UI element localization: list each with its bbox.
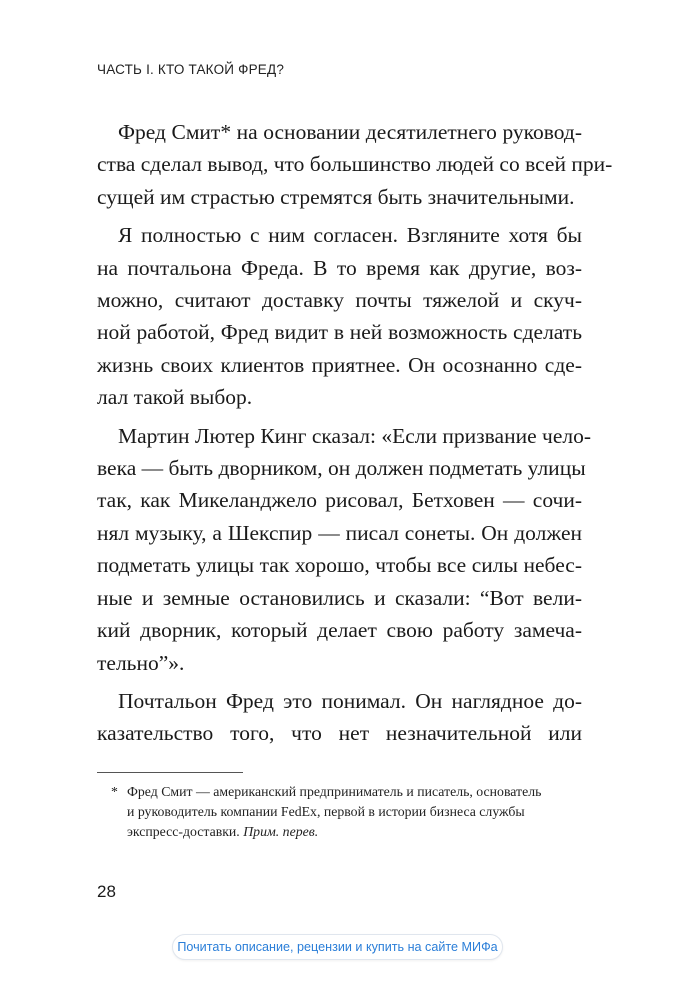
text-line: тельно”». [97,650,185,675]
translator-note: Прим. перев. [243,824,319,839]
text-line: кий дворник, который делает свою работу замеча- [97,618,582,643]
text-line: лал такой выбор. [97,385,253,410]
paragraph-2 [97,219,582,413]
footnote [97,782,586,842]
footnote-divider [97,772,243,773]
text-line: жизнь своих клиентов приятнее. Он осознанно сде- [97,352,582,377]
main-text [97,116,613,756]
page-number: 28 [97,882,116,901]
footnote-marker: * [111,784,118,799]
footnote-line: и руководитель компании FedEx, первой в истории бизнеса службы [127,804,525,819]
text-line: Я полностью с ним согласен. Взгляните хотя бы [118,223,582,248]
footnote-line [127,822,586,842]
footnote-body [127,782,586,842]
paragraph-1 [97,116,613,213]
text-line: на почтальона Фреда. В то время как другие, воз- [97,255,582,280]
text-line: так, как Микеланджело рисовал, Бетховен — сочи- [97,488,582,513]
paragraph-4 [97,685,582,750]
text-line: Почтальон Фред это понимал. Он наглядное до- [118,688,582,713]
paragraph-3 [97,420,592,679]
text-line: сущей им страстью стремятся быть значительными. [97,184,575,209]
text-line: Мартин Лютер Кинг сказал: «Если призвание чело- [118,423,592,448]
text-line: нял музыку, а Шекспир — писал сонеты. Он должен [97,520,582,545]
buy-on-mif-link[interactable]: Почитать описание, рецензии и купить на сайте МИФа [172,934,503,960]
running-header: ЧАСТЬ I. КТО ТАКОЙ ФРЕД? [97,62,285,77]
footnote-line: Фред Смит — американский предприниматель и писатель, основатель [127,784,542,799]
text-line: казательство того, что нет незначительной или [97,721,582,746]
text-line: ной работой, Фред видит в ней возможность сделать [97,320,582,345]
text-line: Фред Смит* на основании десятилетнего руковод- [118,120,582,144]
text-line: века — быть дворником, он должен подметать улицы [97,456,586,481]
text-line: подметать улицы так хорошо, чтобы все силы небес- [97,553,582,578]
footnote-last-text: экспресс-доставки. [127,824,244,839]
text-line: ные и земные остановились и сказали: “Вот вели- [97,585,582,610]
text-line: можно, считают доставку почты тяжелой и скуч- [97,288,582,313]
text-line: ства сделал вывод, что большинство людей со всей при- [97,152,613,177]
